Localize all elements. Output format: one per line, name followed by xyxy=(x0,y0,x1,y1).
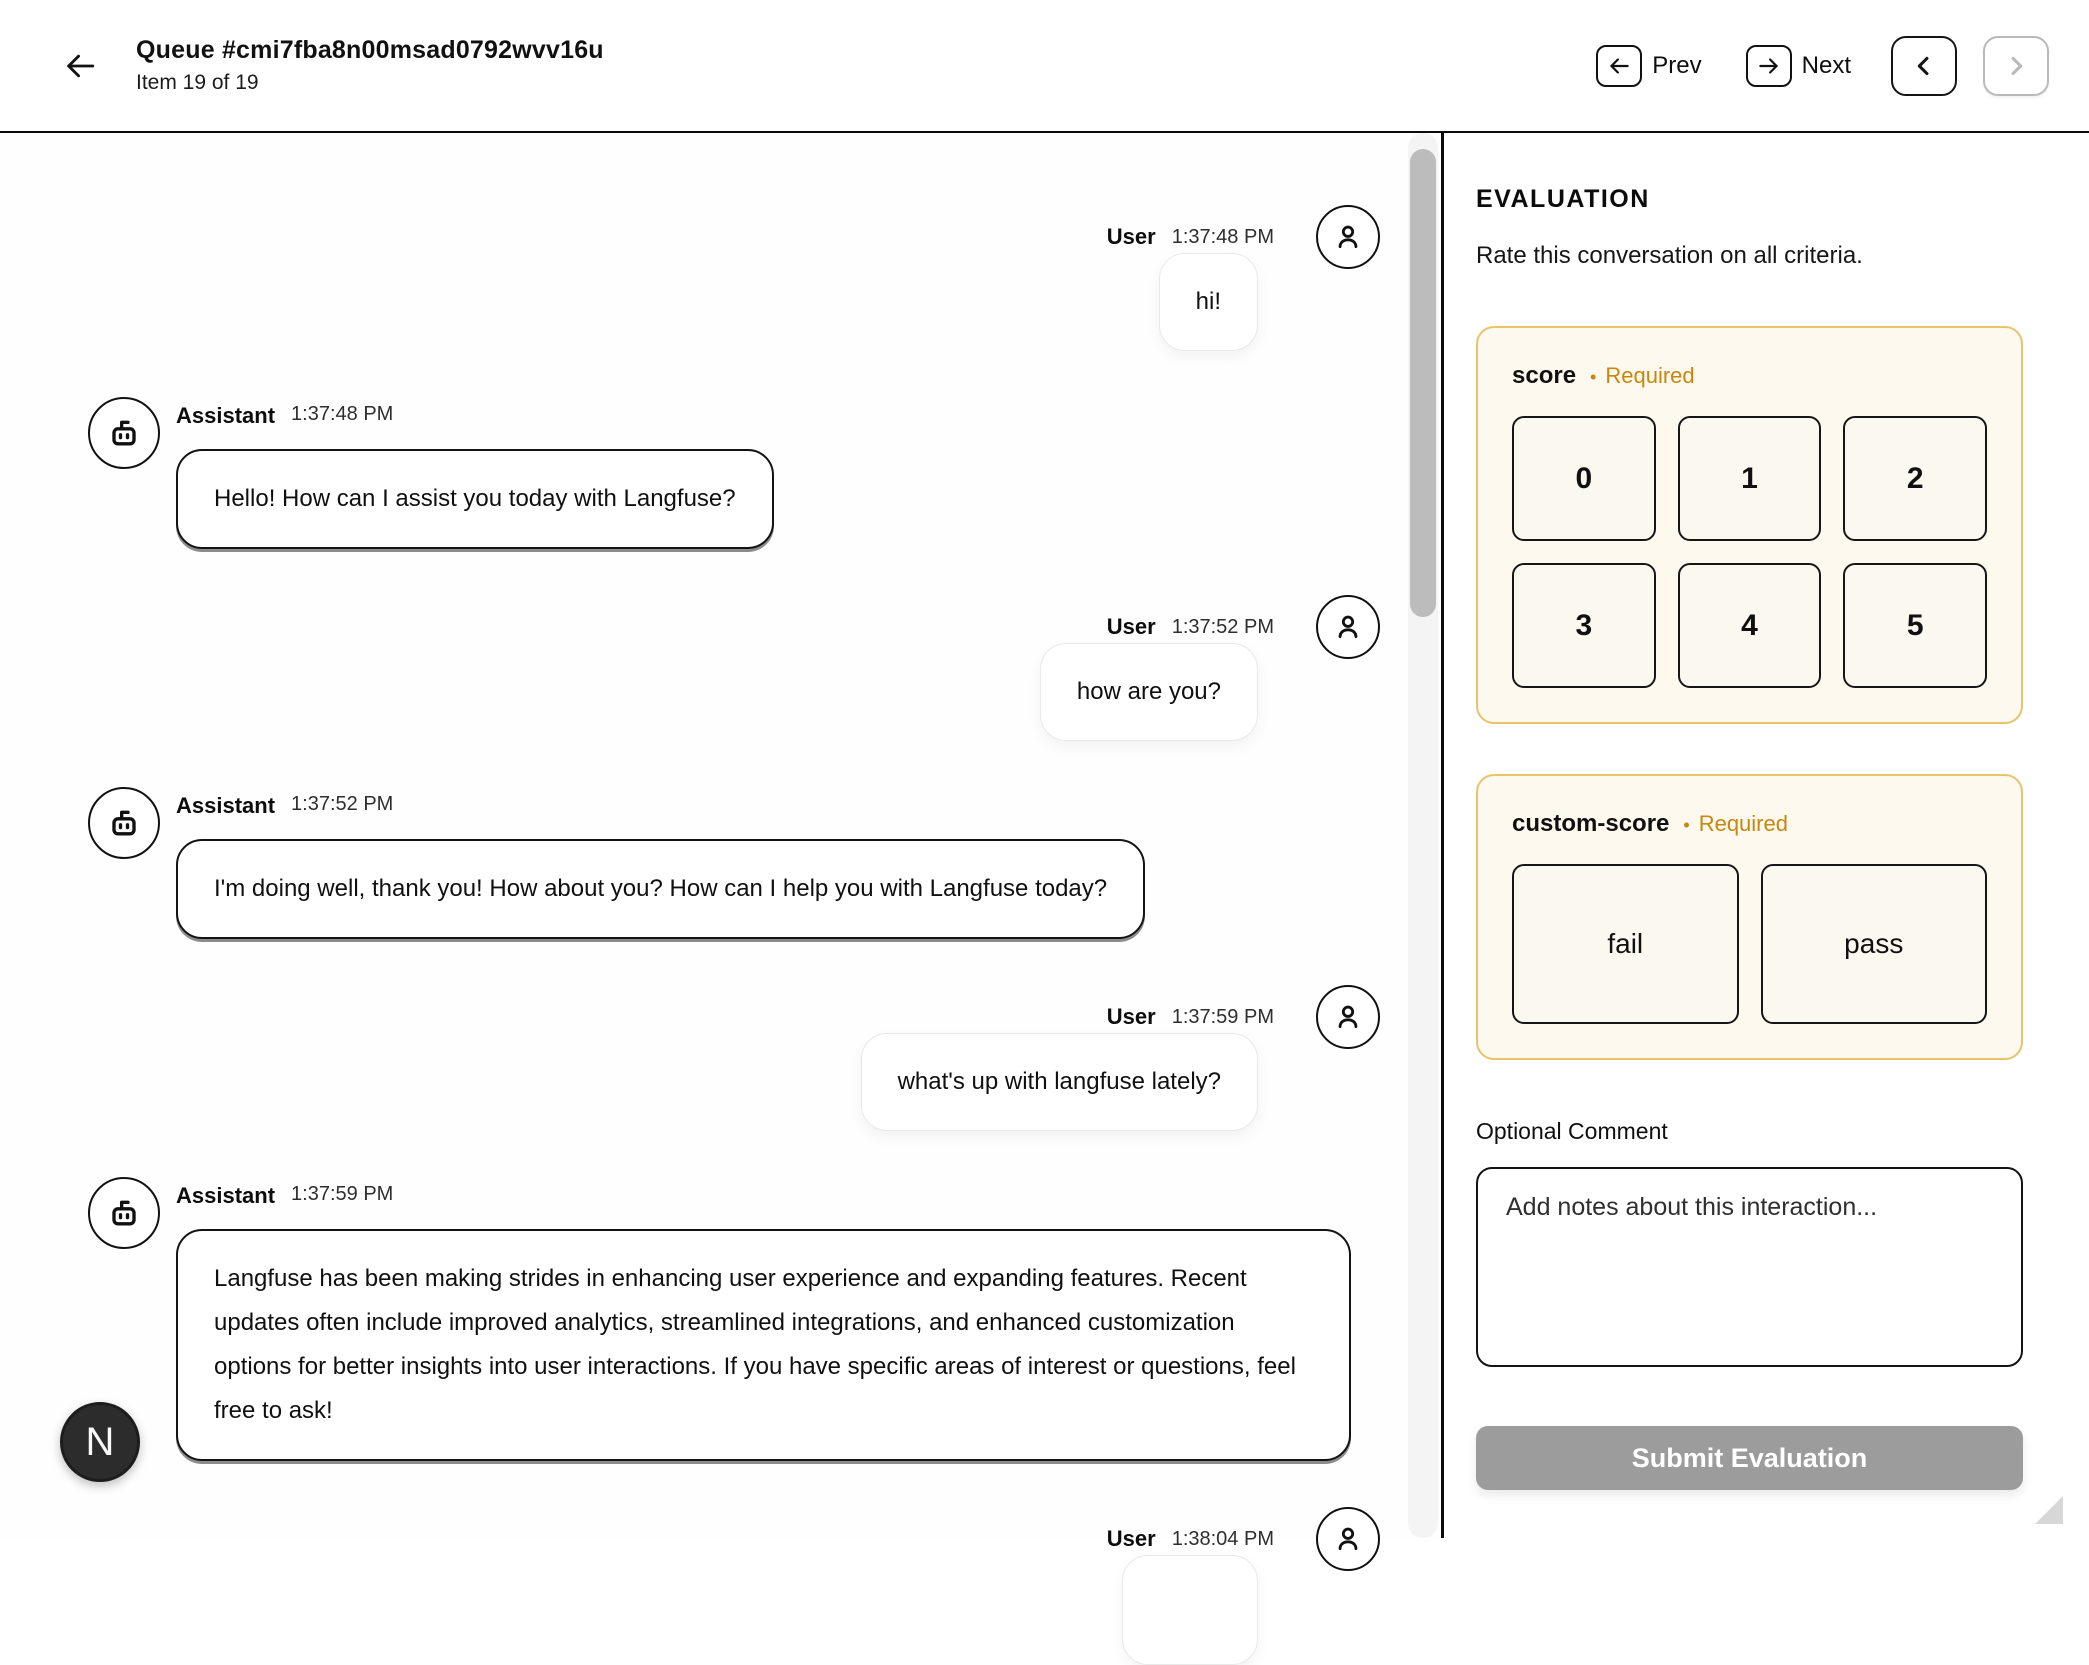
next-key-box xyxy=(1746,45,1792,87)
chat-message-assistant xyxy=(0,1177,1405,1461)
bot-icon xyxy=(104,1193,144,1233)
submit-evaluation-button[interactable]: Submit Evaluation xyxy=(1476,1426,2023,1490)
user-avatar xyxy=(1316,985,1380,1049)
item-counter: Item 19 of 19 xyxy=(136,71,259,94)
user-avatar xyxy=(1316,1507,1380,1571)
nextjs-devtools-badge[interactable] xyxy=(60,1402,140,1482)
person-icon xyxy=(1331,1522,1365,1556)
chevron-left-icon xyxy=(1910,52,1938,80)
resize-grip-handle[interactable] xyxy=(2035,1496,2063,1524)
person-icon xyxy=(1331,220,1365,254)
header-titles xyxy=(136,36,604,95)
optional-comment-label: Optional Comment xyxy=(1476,1118,1668,1144)
message-role: User xyxy=(1106,1004,1156,1029)
conversation-panel xyxy=(0,133,1441,1551)
chat-message-assistant xyxy=(0,397,1405,549)
pager-previous-button[interactable] xyxy=(1891,36,1957,96)
message-bubble: hi! xyxy=(1159,253,1258,351)
chevron-right-icon xyxy=(2002,52,2030,80)
pager-next-button[interactable] xyxy=(1983,36,2049,96)
chat-scrollbar[interactable] xyxy=(1408,133,1438,1538)
chat-message-user xyxy=(0,985,1405,1131)
page-title: Queue #cmi7fba8n00msad0792wvv16u xyxy=(136,36,604,64)
chat-message-assistant xyxy=(0,787,1405,939)
user-avatar xyxy=(1316,205,1380,269)
score-option-0[interactable]: 0 xyxy=(1512,416,1656,541)
message-role: Assistant xyxy=(176,1183,276,1208)
message-timestamp: 1:37:48 PM xyxy=(1171,225,1274,248)
prev-label: Prev xyxy=(1652,51,1702,79)
header xyxy=(0,0,2089,133)
assistant-avatar xyxy=(88,787,160,859)
score-option-5[interactable]: 5 xyxy=(1843,563,1987,688)
user-avatar xyxy=(1316,595,1380,659)
assistant-avatar xyxy=(88,1177,160,1249)
message-timestamp: 1:37:59 PM xyxy=(1171,1005,1274,1028)
chat-message-user xyxy=(0,1507,1405,1665)
criterion-name: score xyxy=(1512,362,1577,389)
assistant-avatar xyxy=(88,397,160,469)
bot-icon xyxy=(104,413,144,453)
chat-message-user xyxy=(0,205,1405,351)
message-timestamp: 1:37:48 PM xyxy=(291,403,394,425)
message-timestamp: 1:37:52 PM xyxy=(1171,615,1274,638)
score-option-4[interactable]: 4 xyxy=(1678,563,1822,688)
arrow-left-icon xyxy=(1606,53,1632,79)
message-bubble: Hello! How can I assist you today with Langfuse? xyxy=(176,449,774,549)
prev-button[interactable] xyxy=(1596,45,1701,87)
prev-key-box xyxy=(1596,45,1642,87)
message-timestamp: 1:38:04 PM xyxy=(1171,1527,1274,1550)
comment-input[interactable] xyxy=(1476,1167,2023,1367)
message-list xyxy=(0,133,1405,1665)
message-bubble: what's up with langfuse lately? xyxy=(861,1033,1258,1131)
message-bubble: Langfuse has been making strides in enhancing user experience and expanding features. Recent updates often include improved analytics, streamlined integrations, and enhanced customization options for better insights into user interactions. If you have specific areas of interest or questions, feel free to ask! xyxy=(176,1229,1351,1461)
back-button[interactable] xyxy=(52,38,108,94)
score-option-2[interactable]: 2 xyxy=(1843,416,1987,541)
message-bubble: how are you? xyxy=(1040,643,1258,741)
score-option-1[interactable]: 1 xyxy=(1678,416,1822,541)
message-role: User xyxy=(1106,614,1156,639)
message-role: User xyxy=(1106,224,1156,249)
next-button[interactable] xyxy=(1746,45,1851,87)
message-role: User xyxy=(1106,1526,1156,1551)
evaluation-description: Rate this conversation on all criteria. xyxy=(1476,242,1863,269)
message-timestamp: 1:37:52 PM xyxy=(291,793,394,815)
criterion-name: custom-score xyxy=(1512,810,1670,837)
required-badge: • Required xyxy=(1683,811,1788,837)
evaluation-panel xyxy=(1441,133,2089,1538)
arrow-left-icon xyxy=(63,49,97,83)
custom-score-option-fail[interactable]: fail xyxy=(1512,864,1739,1024)
person-icon xyxy=(1331,610,1365,644)
chat-message-user xyxy=(0,595,1405,741)
required-badge: • Required xyxy=(1590,363,1695,389)
chat-scrollbar-thumb[interactable] xyxy=(1410,149,1436,617)
evaluation-heading: EVALUATION xyxy=(1476,185,1650,213)
bot-icon xyxy=(104,803,144,843)
criterion-card-score xyxy=(1476,326,2023,724)
score-option-3[interactable]: 3 xyxy=(1512,563,1656,688)
custom-score-option-pass[interactable]: pass xyxy=(1761,864,1988,1024)
message-timestamp: 1:37:59 PM xyxy=(291,1183,394,1205)
next-label: Next xyxy=(1801,51,1851,79)
message-role: Assistant xyxy=(176,793,276,818)
message-bubble: I'm doing well, thank you! How about you? How can I help you with Langfuse today? xyxy=(176,839,1145,939)
nextjs-logo-icon: N xyxy=(85,1419,115,1464)
message-role: Assistant xyxy=(176,403,276,428)
arrow-right-icon xyxy=(1756,53,1782,79)
criterion-card-custom-score xyxy=(1476,774,2023,1060)
message-bubble xyxy=(1122,1555,1258,1665)
person-icon xyxy=(1331,1000,1365,1034)
